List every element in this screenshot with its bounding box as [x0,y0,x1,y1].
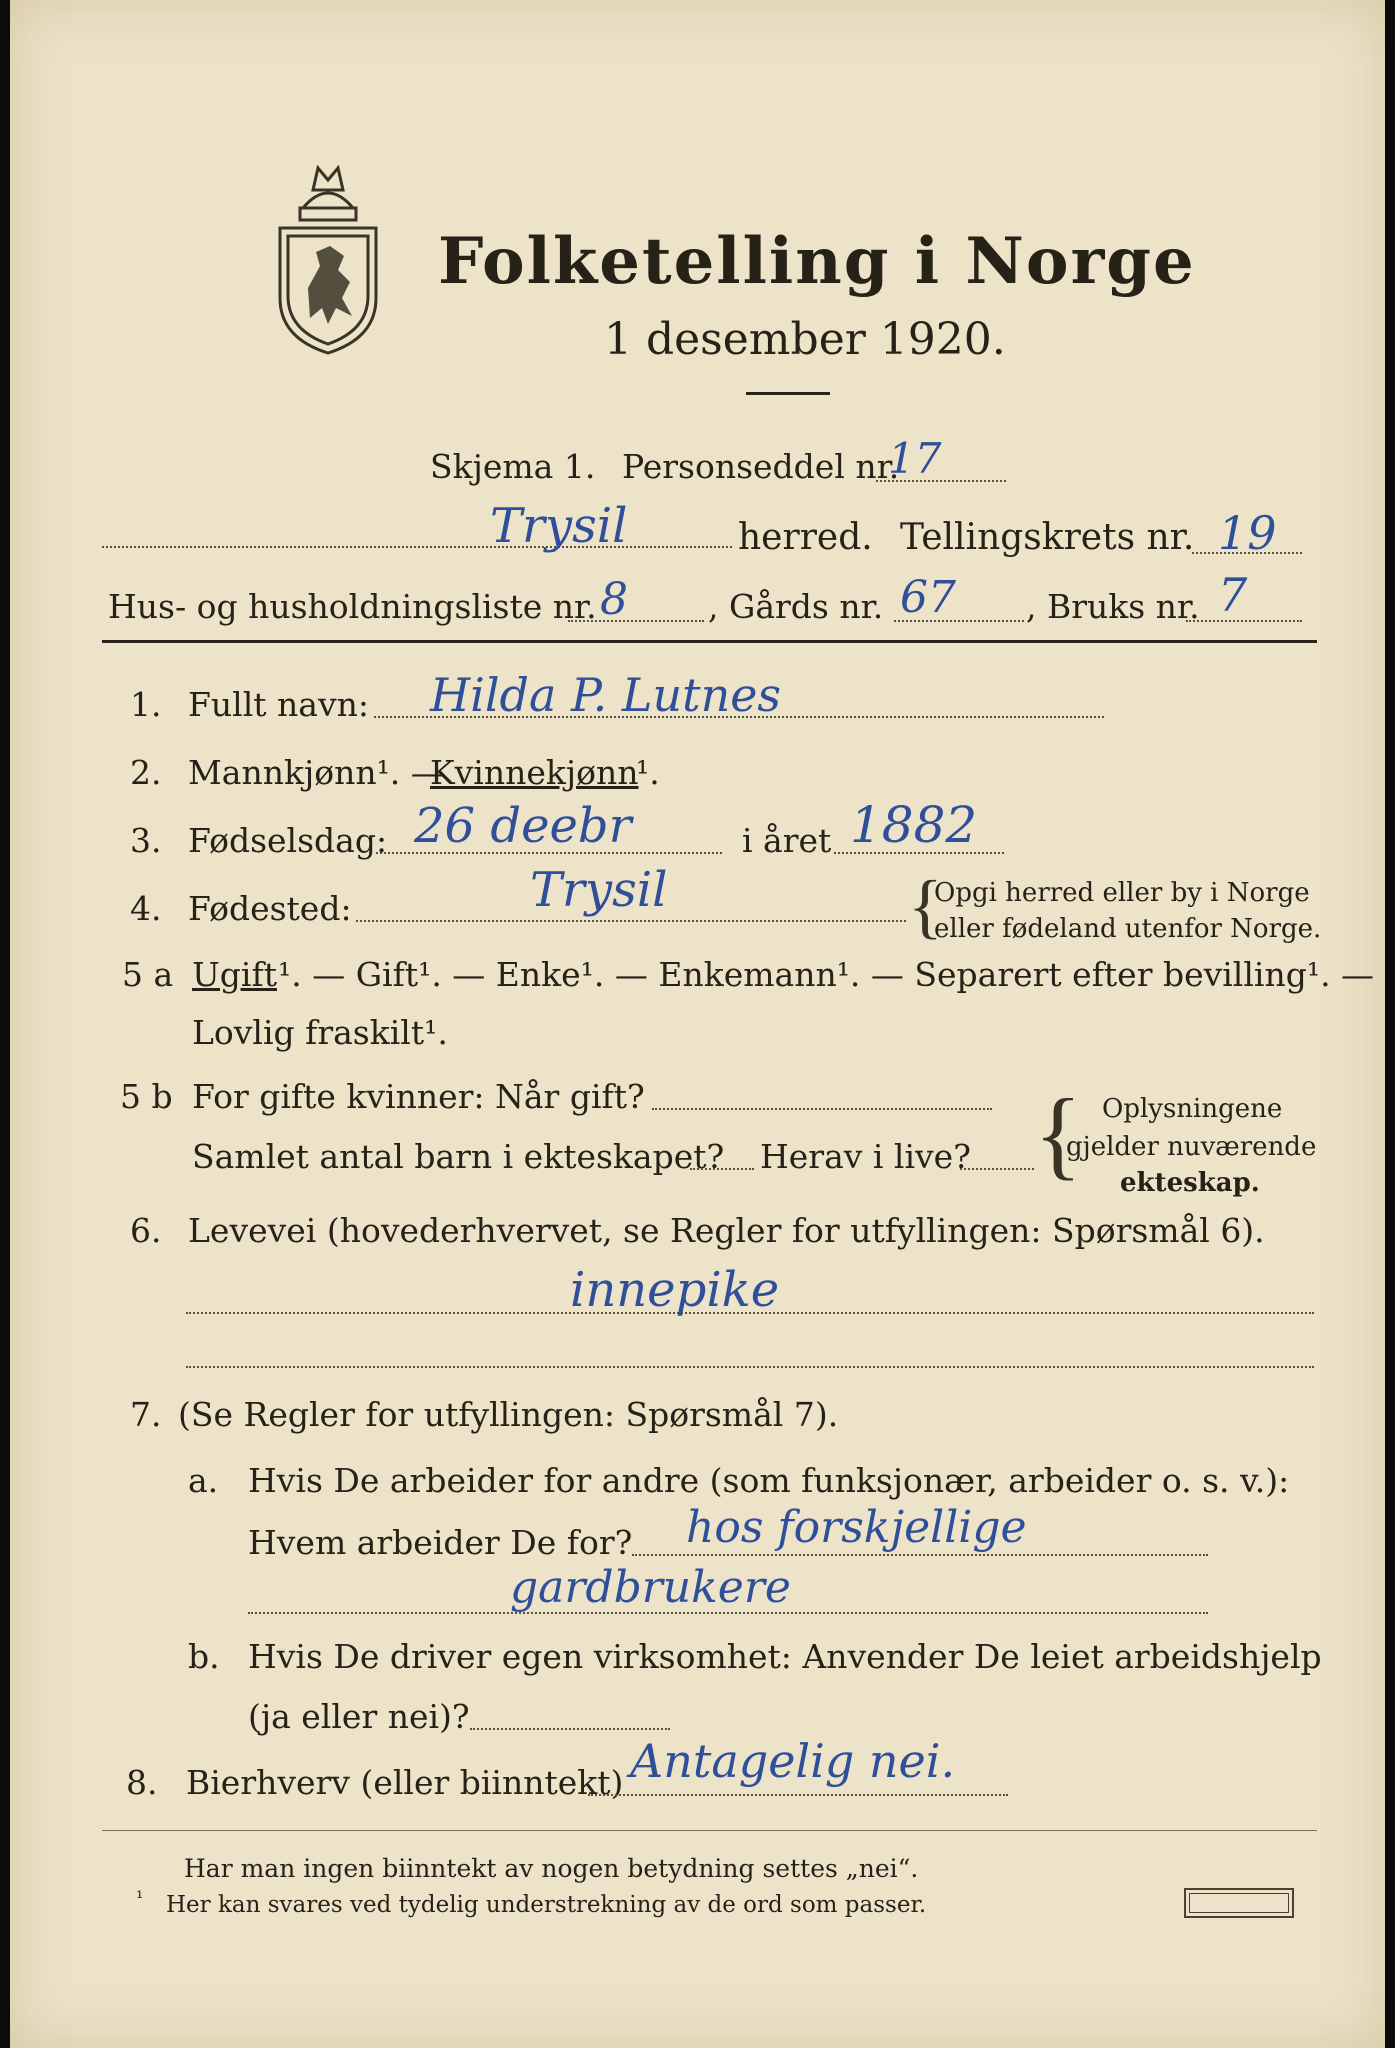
gards-label: , Gårds nr. [708,587,884,626]
q5a-ugift-selected: Ugift [192,955,277,994]
q2-suffix: ¹. [636,753,660,792]
q5b-note-line1: Oplysningene [1102,1094,1283,1124]
q7-number: 7. [130,1395,162,1434]
q6-line1 [186,1312,1314,1314]
q4-note-line1: Opgi herred eller by i Norge [934,878,1310,908]
printer-stamp-icon [1184,1888,1294,1918]
q3-label: Fødselsdag: [188,821,388,860]
q7b-question: (ja eller nei)? [248,1697,470,1736]
title-divider [746,392,830,395]
personseddel-value: 17 [888,434,942,483]
bruks-value: 7 [1218,568,1248,622]
coat-of-arms-icon [268,148,388,358]
q5b-brace: { [1034,1078,1082,1189]
q6-value: innepike [570,1262,780,1318]
husholdning-label: Hus- og husholdningsliste nr. [108,587,597,626]
header-rule [102,640,1317,643]
q2-number: 2. [130,753,162,792]
q5b-barn-line [690,1168,754,1170]
q7-label: (Se Regler for utfyllingen: Spørsmål 7). [178,1395,839,1434]
q3-year-label: i året [742,821,832,860]
q5b-live-line [960,1168,1034,1170]
q4-value: Trysil [530,862,668,918]
q4-brace: { [908,866,943,946]
herred-value: Trysil [490,498,628,554]
q8-label: Bierhverv (eller biinntekt) [186,1763,624,1802]
q6-number: 6. [130,1211,162,1250]
form-title: Folketelling i Norge [438,224,1196,299]
q6-line2 [186,1366,1314,1368]
q5b-barn: Samlet antal barn i ekteskapet? [192,1137,725,1176]
q2-kvinnekjonn-selected: Kvinnekjønn [430,753,639,792]
q2-mannkjonn: Mannkjønn¹. — [188,753,444,792]
q5a-number: 5 a [122,955,174,994]
tellingskrets-value: 19 [1218,506,1277,560]
herred-label: herred. [738,517,873,558]
q6-label: Levevei (hovederhvervet, se Regler for utfyllingen: Spørsmål 6). [188,1211,1265,1250]
q1-label: Fullt navn: [188,685,369,724]
q7a-question: Hvem arbeider De for? [248,1523,633,1562]
q5b-i-live: Herav i live? [760,1137,971,1176]
q3-number: 3. [130,821,162,860]
q5a-options: ¹. — Gift¹. — Enke¹. — Enkemann¹. — Separert efter bevilling¹. — [278,955,1375,994]
footnote-mark: ¹ [136,1888,144,1909]
q5b-number: 5 b [120,1077,173,1116]
q4-number: 4. [130,889,162,928]
gards-value: 67 [900,572,956,623]
footer-divider [102,1830,1317,1831]
q7a-text: Hvis De arbeider for andre (som funksjonær, arbeider o. s. v.): [248,1461,1290,1500]
q7a-value2: gardbrukere [510,1562,791,1613]
q5b-note-line2: gjelder nuværende [1066,1132,1317,1162]
q7b-text: Hvis De driver egen virksomhet: Anvender De leiet arbeidshjelp [248,1637,1322,1676]
q4-label: Fødested: [188,889,352,928]
q7a-value1: hos forskjellige [686,1502,1027,1553]
personseddel-label: Personseddel nr. [622,447,900,486]
q3-year-value: 1882 [850,796,978,854]
census-date: 1 desember 1920. [604,314,1006,365]
q1-number: 1. [130,685,162,724]
bruks-label: , Bruks nr. [1026,587,1200,626]
tellingskrets-label: Tellingskrets nr. [900,517,1195,558]
census-form-sheet [10,0,1385,2048]
q8-line [588,1794,1008,1796]
q5b-note-line3: ekteskap. [1120,1168,1260,1198]
q3-day-value: 26 deebr [414,798,632,854]
q5a-fraskilt: Lovlig fraskilt¹. [192,1013,448,1052]
q4-line [356,920,906,922]
footer-note: Har man ingen biinntekt av nogen betydning settes „nei“. [184,1854,919,1883]
herred-line [102,546,732,548]
schema-label: Skjema 1. [430,447,596,486]
q8-value: Antagelig nei. [630,1734,956,1788]
q5b-gift-line [652,1108,992,1110]
q7b-letter: b. [188,1637,220,1676]
husholdning-line [568,620,704,622]
q8-number: 8. [126,1763,158,1802]
q7a-line1 [632,1554,1208,1556]
q7a-letter: a. [188,1461,219,1500]
q7b-line [470,1728,670,1730]
footnote-text: Her kan svares ved tydelig understrekning av de ord som passer. [166,1892,927,1918]
husholdning-value: 8 [600,574,628,625]
q4-note-line2: eller fødeland utenfor Norge. [934,914,1322,944]
q1-value: Hilda P. Lutnes [430,668,782,722]
q5b-naar-gift: For gifte kvinner: Når gift? [192,1077,645,1116]
